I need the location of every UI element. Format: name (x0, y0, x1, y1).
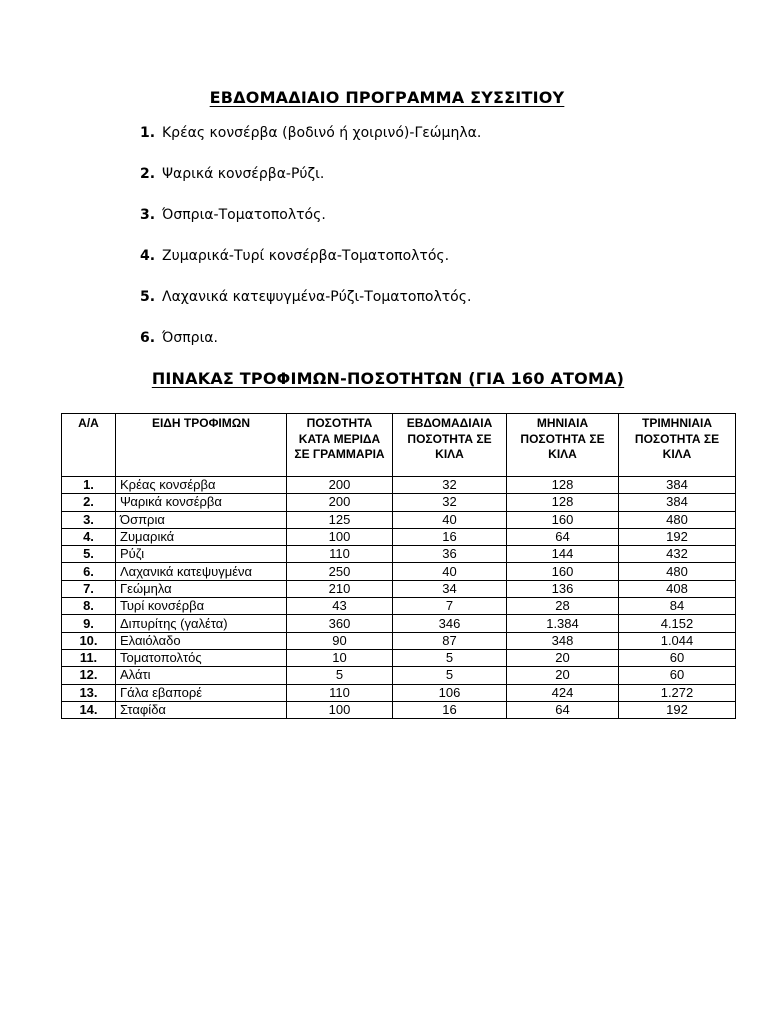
row-index-cell: 7. (62, 580, 116, 597)
weekly-kg-cell: 346 (393, 615, 507, 632)
list-item (140, 246, 481, 287)
portion-grams-cell: 100 (287, 528, 393, 545)
item-text: Ψαρικά κονσέρβα-Ρύζι. (162, 166, 325, 182)
table-row (62, 598, 736, 615)
portion-grams-cell: 200 (287, 494, 393, 511)
weekly-kg-cell: 16 (393, 701, 507, 718)
row-index-cell: 9. (62, 615, 116, 632)
food-name-cell: Γάλα εβαπορέ (116, 684, 287, 701)
food-name-cell: Λαχανικά κατεψυγμένα (116, 563, 287, 580)
weekly-kg-cell: 5 (393, 667, 507, 684)
table-row (62, 667, 736, 684)
item-text: Κρέας κονσέρβα (βοδινό ή χοιρινό)-Γεώμηλα. (162, 125, 482, 141)
row-index-cell: 11. (62, 649, 116, 666)
quarterly-kg-cell: 84 (619, 598, 736, 615)
monthly-kg-cell: 136 (507, 580, 619, 597)
portion-grams-cell: 110 (287, 684, 393, 701)
quarterly-kg-cell: 384 (619, 494, 736, 511)
table-title: ΠΙΝΑΚΑΣ ΤΡΟΦΙΜΩΝ-ΠΟΣΟΤΗΤΩΝ (ΓΙΑ 160 ΑΤΟΜΑ) (151, 369, 625, 388)
column-header: ΕΒΔΟΜΑΔΙΑΙΑ ΠΟΣΟΤΗΤΑ ΣΕ ΚΙΛΑ (393, 414, 507, 477)
monthly-kg-cell: 348 (507, 632, 619, 649)
monthly-kg-cell: 1.384 (507, 615, 619, 632)
item-number: 5. (140, 289, 156, 305)
table-body (62, 477, 736, 719)
monthly-kg-cell: 128 (507, 494, 619, 511)
portion-grams-cell: 110 (287, 546, 393, 563)
portion-grams-cell: 5 (287, 667, 393, 684)
monthly-kg-cell: 160 (507, 511, 619, 528)
monthly-kg-cell: 160 (507, 563, 619, 580)
food-name-cell: Σταφίδα (116, 701, 287, 718)
table-row (62, 615, 736, 632)
food-name-cell: Ψαρικά κονσέρβα (116, 494, 287, 511)
row-index-cell: 12. (62, 667, 116, 684)
item-number: 6. (140, 330, 156, 346)
item-number: 2. (140, 166, 156, 182)
weekly-kg-cell: 40 (393, 511, 507, 528)
monthly-kg-cell: 144 (507, 546, 619, 563)
column-header: ΠΟΣΟΤΗΤΑ ΚΑΤΑ ΜΕΡΙΔΑ ΣΕ ΓΡΑΜΜΑΡΙΑ (287, 414, 393, 477)
quarterly-kg-cell: 1.044 (619, 632, 736, 649)
weekly-kg-cell: 106 (393, 684, 507, 701)
quarterly-kg-cell: 60 (619, 667, 736, 684)
portion-grams-cell: 90 (287, 632, 393, 649)
portion-grams-cell: 200 (287, 477, 393, 494)
food-name-cell: Ζυμαρικά (116, 528, 287, 545)
food-name-cell: Κρέας κονσέρβα (116, 477, 287, 494)
portion-grams-cell: 360 (287, 615, 393, 632)
table-row (62, 649, 736, 666)
item-number: 1. (140, 125, 156, 141)
row-index-cell: 13. (62, 684, 116, 701)
portion-grams-cell: 43 (287, 598, 393, 615)
row-index-cell: 6. (62, 563, 116, 580)
table-row (62, 632, 736, 649)
page-title: ΕΒΔΟΜΑΔΙΑΙΟ ΠΡΟΓΡΑΜΜΑ ΣΥΣΣΙΤΙΟΥ (209, 88, 565, 107)
row-index-cell: 3. (62, 511, 116, 528)
item-number: 4. (140, 248, 156, 264)
quarterly-kg-cell: 480 (619, 563, 736, 580)
table-row (62, 546, 736, 563)
column-header: ΤΡΙΜΗΝΙΑΙΑ ΠΟΣΟΤΗΤΑ ΣΕ ΚΙΛΑ (619, 414, 736, 477)
weekly-kg-cell: 87 (393, 632, 507, 649)
table-row (62, 563, 736, 580)
quarterly-kg-cell: 480 (619, 511, 736, 528)
row-index-cell: 1. (62, 477, 116, 494)
quarterly-kg-cell: 4.152 (619, 615, 736, 632)
item-text: Όσπρια-Τοματοπολτός. (162, 207, 326, 223)
food-quantities-table (61, 413, 736, 719)
weekly-menu-list (140, 123, 481, 369)
table-row (62, 511, 736, 528)
table-row (62, 701, 736, 718)
monthly-kg-cell: 424 (507, 684, 619, 701)
quarterly-kg-cell: 432 (619, 546, 736, 563)
column-header: ΜΗΝΙΑΙΑ ΠΟΣΟΤΗΤΑ ΣΕ ΚΙΛΑ (507, 414, 619, 477)
quarterly-kg-cell: 60 (619, 649, 736, 666)
table-row (62, 528, 736, 545)
monthly-kg-cell: 28 (507, 598, 619, 615)
weekly-kg-cell: 40 (393, 563, 507, 580)
quarterly-kg-cell: 192 (619, 701, 736, 718)
list-item (140, 164, 481, 205)
weekly-kg-cell: 32 (393, 494, 507, 511)
quarterly-kg-cell: 192 (619, 528, 736, 545)
portion-grams-cell: 250 (287, 563, 393, 580)
weekly-kg-cell: 36 (393, 546, 507, 563)
row-index-cell: 8. (62, 598, 116, 615)
portion-grams-cell: 210 (287, 580, 393, 597)
weekly-kg-cell: 5 (393, 649, 507, 666)
item-number: 3. (140, 207, 156, 223)
monthly-kg-cell: 20 (507, 649, 619, 666)
monthly-kg-cell: 20 (507, 667, 619, 684)
portion-grams-cell: 10 (287, 649, 393, 666)
item-text: Όσπρια. (162, 330, 218, 346)
quarterly-kg-cell: 408 (619, 580, 736, 597)
monthly-kg-cell: 64 (507, 701, 619, 718)
food-name-cell: Όσπρια (116, 511, 287, 528)
food-name-cell: Τοματοπολτός (116, 649, 287, 666)
item-text: Ζυμαρικά-Τυρί κονσέρβα-Τοματοπολτός. (162, 248, 450, 264)
weekly-kg-cell: 34 (393, 580, 507, 597)
table-row (62, 580, 736, 597)
quarterly-kg-cell: 384 (619, 477, 736, 494)
row-index-cell: 4. (62, 528, 116, 545)
weekly-kg-cell: 7 (393, 598, 507, 615)
table-row (62, 684, 736, 701)
food-name-cell: Διπυρίτης (γαλέτα) (116, 615, 287, 632)
food-name-cell: Αλάτι (116, 667, 287, 684)
food-name-cell: Ελαιόλαδο (116, 632, 287, 649)
monthly-kg-cell: 64 (507, 528, 619, 545)
food-name-cell: Ρύζι (116, 546, 287, 563)
list-item (140, 287, 481, 328)
list-item (140, 328, 481, 369)
table-row (62, 477, 736, 494)
row-index-cell: 5. (62, 546, 116, 563)
row-index-cell: 10. (62, 632, 116, 649)
list-item (140, 205, 481, 246)
list-item (140, 123, 481, 164)
food-name-cell: Γεώμηλα (116, 580, 287, 597)
monthly-kg-cell: 128 (507, 477, 619, 494)
table-row (62, 494, 736, 511)
quarterly-kg-cell: 1.272 (619, 684, 736, 701)
portion-grams-cell: 100 (287, 701, 393, 718)
portion-grams-cell: 125 (287, 511, 393, 528)
column-header: ΕΙΔΗ ΤΡΟΦΙΜΩΝ (116, 414, 287, 477)
item-text: Λαχανικά κατεψυγμένα-Ρύζι-Τοματοπολτός. (162, 289, 472, 305)
food-name-cell: Τυρί κονσέρβα (116, 598, 287, 615)
row-index-cell: 14. (62, 701, 116, 718)
row-index-cell: 2. (62, 494, 116, 511)
column-header: Α/Α (62, 414, 116, 477)
table-header-row (62, 414, 736, 477)
weekly-kg-cell: 16 (393, 528, 507, 545)
weekly-kg-cell: 32 (393, 477, 507, 494)
